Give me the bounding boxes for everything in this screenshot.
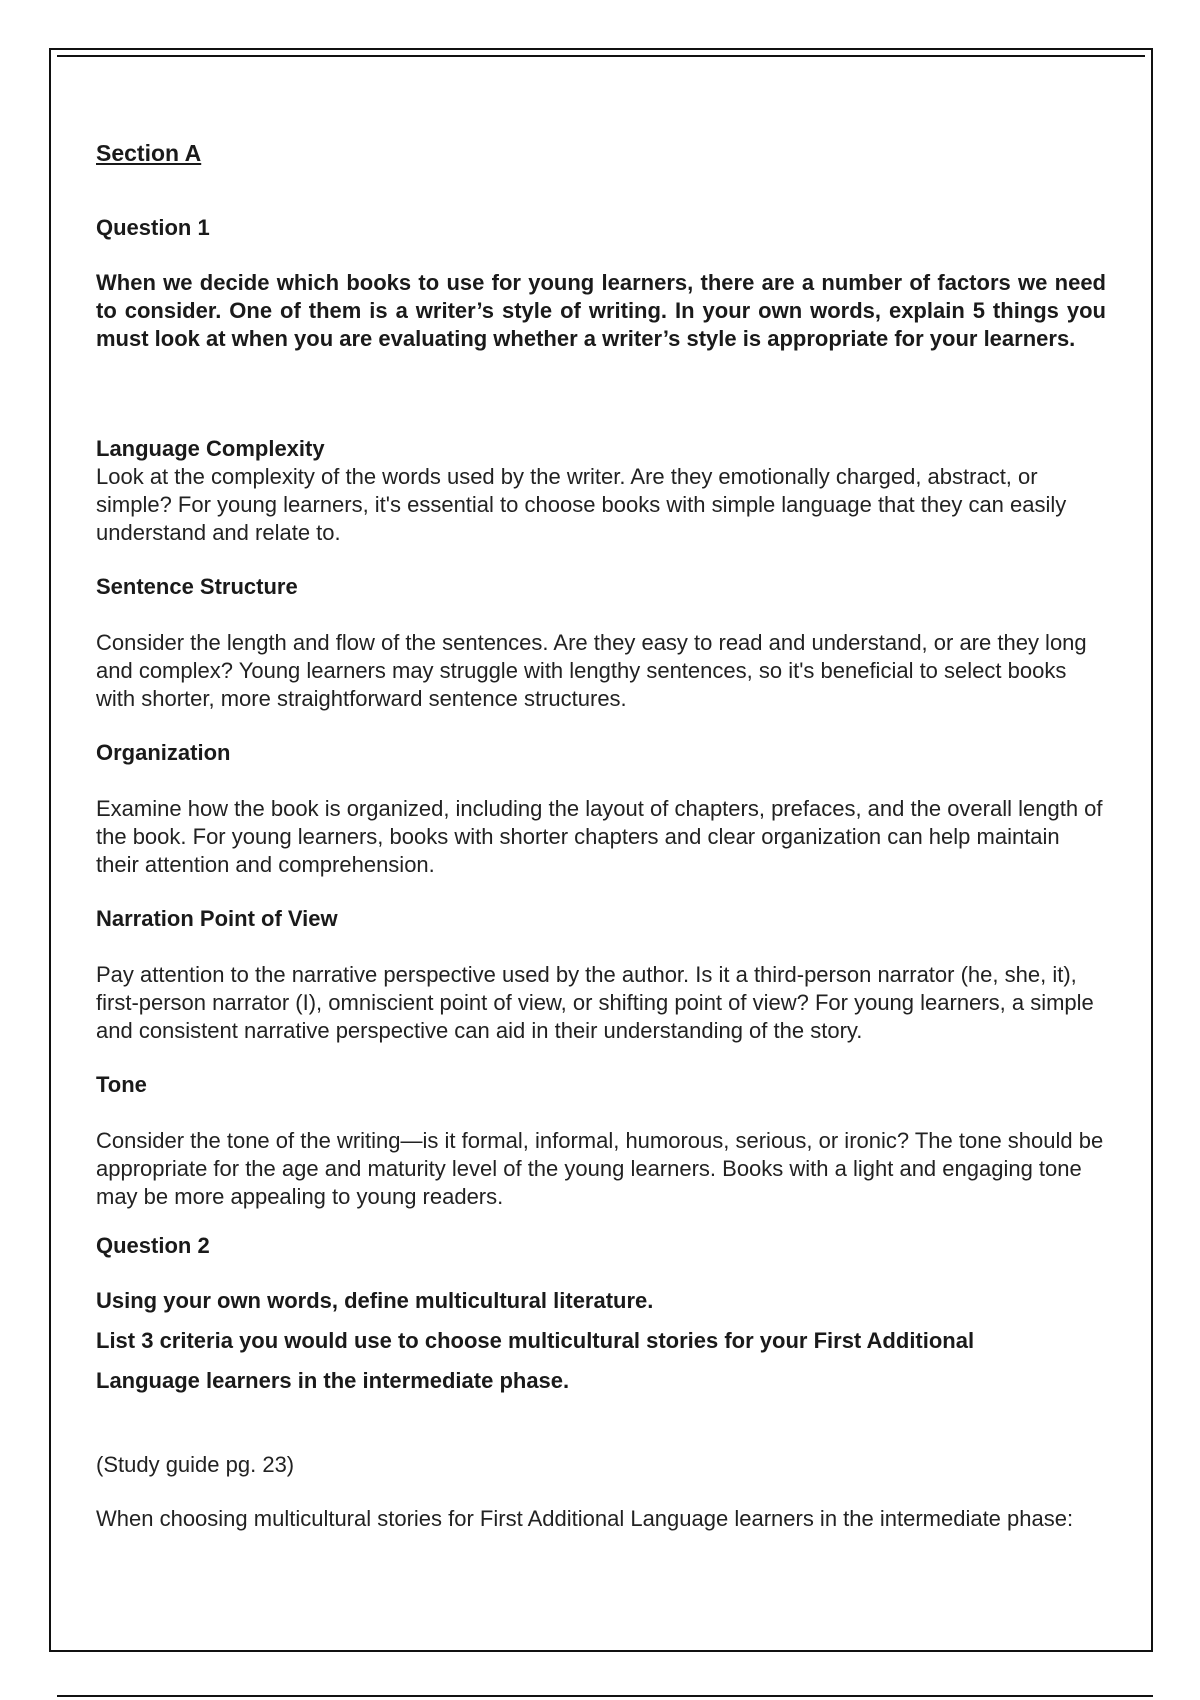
answer-heading-sentence-structure: Sentence Structure	[96, 574, 298, 599]
answer-heading-narration: Narration Point of View	[96, 906, 338, 931]
document-body	[96, 140, 1106, 1533]
answer-heading-organization: Organization	[96, 740, 231, 765]
question-1-text: When we decide which books to use for young learners, there are a number of factors we need to consider. One of them is a writer’s style of writing. In your own words, explain 5 things you must look at when you are evaluating whether a writer’s style is appropriate for your learners.	[96, 270, 1106, 351]
section-title: Section A	[96, 140, 202, 166]
answer-text-sentence-structure: Consider the length and flow of the sentences. Are they easy to read and understand, or are they long and complex? Young learners may struggle with lengthy sentences, so it's beneficial to select books with shorter, more straightforward sentence structures.	[96, 630, 1087, 711]
answer-heading-language-complexity: Language Complexity	[96, 436, 325, 461]
top-double-rule	[57, 55, 1145, 57]
question-2-line-3: Language learners in the intermediate phase.	[96, 1368, 570, 1393]
closing-text: When choosing multicultural stories for First Additional Language learners in the intermediate phase:	[96, 1506, 1074, 1531]
page-bottom-rule	[57, 1695, 1153, 1697]
answer-text-language-complexity: Look at the complexity of the words used by the writer. Are they emotionally charged, abstract, or simple? For young learners, it's essential to choose books with simple language that they can easily understand and relate to.	[96, 464, 1067, 545]
question-2-line-1: Using your own words, define multicultural literature.	[96, 1288, 654, 1313]
answer-text-narration: Pay attention to the narrative perspective used by the author. Is it a third-person narrator (he, she, it), first-person narrator (I), omniscient point of view, or shifting point of view? For young learners, a simple and consistent narrative perspective can aid in their understanding of the story.	[96, 962, 1094, 1043]
question-2-label: Question 2	[96, 1233, 210, 1258]
answer-text-tone: Consider the tone of the writing—is it formal, informal, humorous, serious, or ironic? The tone should be appropriate for the age and maturity level of the young learners. Books with a light and engaging tone may be more appealing to young readers.	[96, 1128, 1104, 1209]
answer-heading-tone: Tone	[96, 1072, 147, 1097]
question-1-label: Question 1	[96, 215, 210, 240]
answer-text-organization: Examine how the book is organized, including the layout of chapters, prefaces, and the overall length of the book. For young learners, books with shorter chapters and clear organization can help maintain their attention and comprehension.	[96, 796, 1103, 877]
question-2-line-2: List 3 criteria you would use to choose multicultural stories for your First Additional	[96, 1328, 975, 1353]
study-guide-reference: (Study guide pg. 23)	[96, 1452, 295, 1477]
